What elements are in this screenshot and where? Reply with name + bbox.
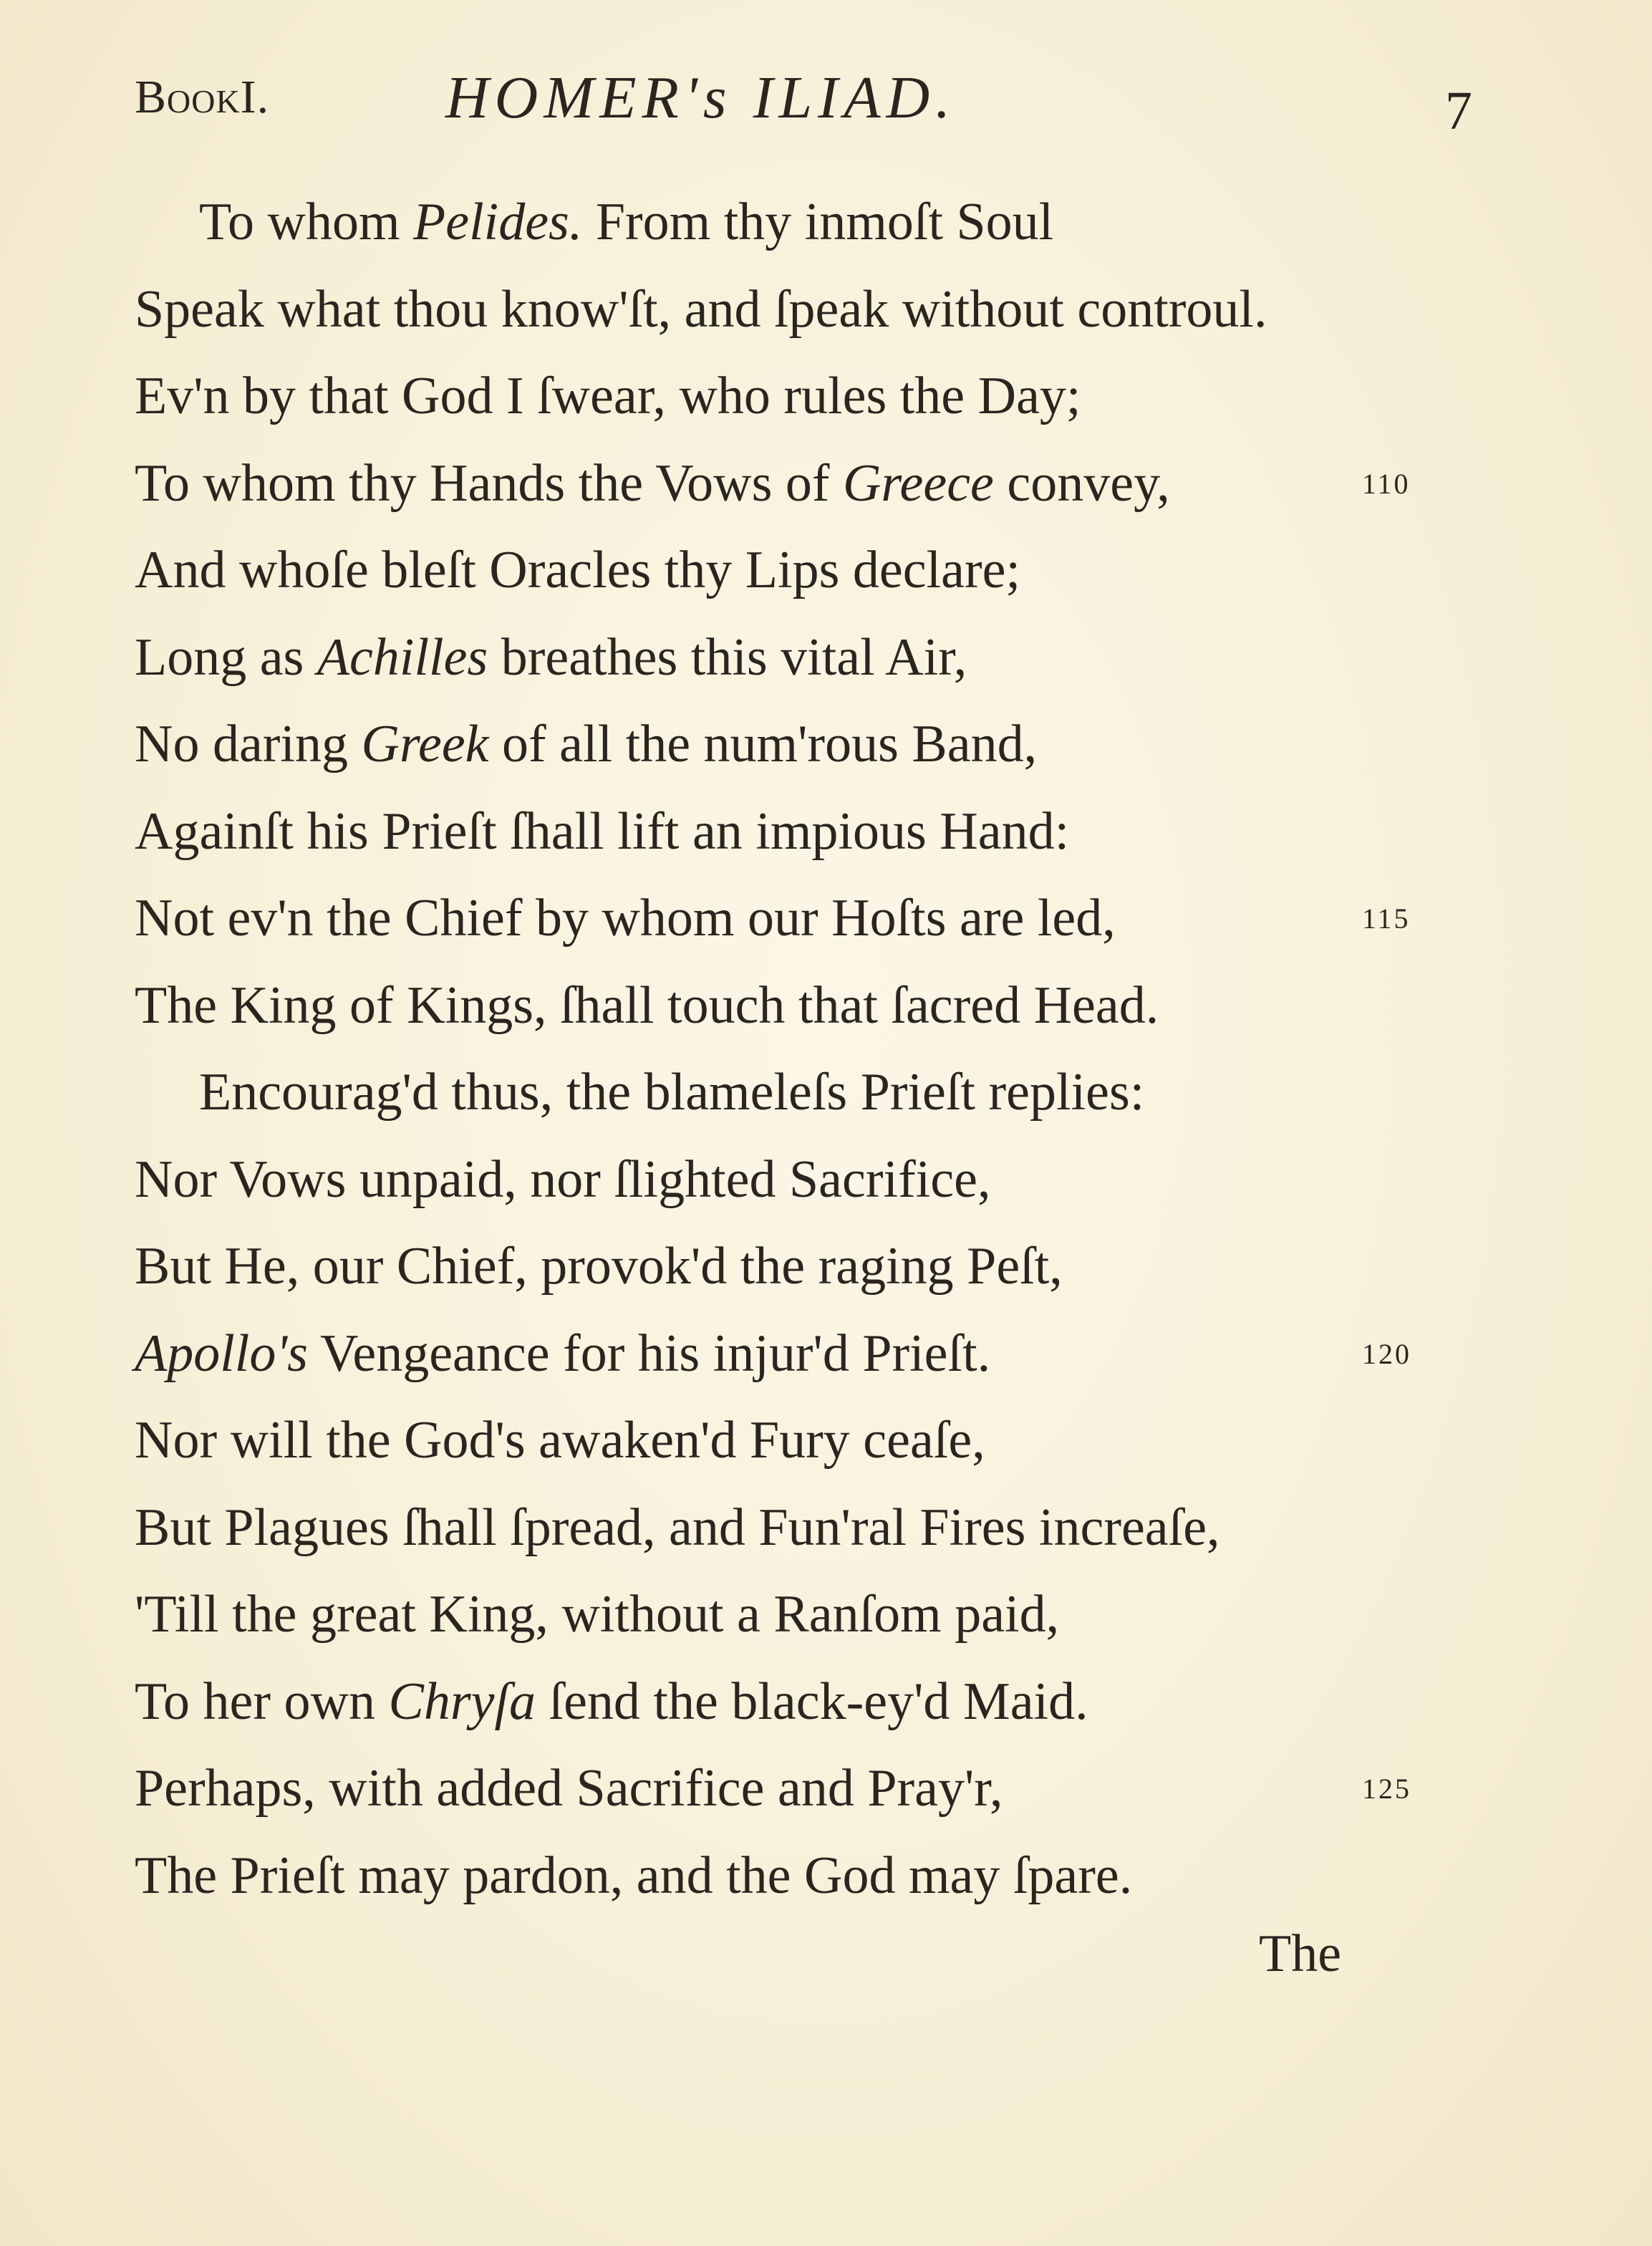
- running-title: HOMER's ILIAD.: [445, 64, 957, 131]
- verse-line: [0, 353, 1652, 440]
- verse-block: [0, 179, 1652, 1919]
- verse-line: [0, 1485, 1652, 1572]
- verse-text: But He, our Chief, provok'd the raging Peſt,: [135, 1237, 1063, 1296]
- verse-text: No daring Greek of all the num'rous Band,: [135, 715, 1038, 773]
- verse-text: To her own Chryſa ſend the black-ey'd Maid.: [135, 1672, 1088, 1731]
- catchword: The: [1259, 1924, 1342, 1983]
- verse-line: [0, 1311, 1652, 1398]
- verse-line: [0, 701, 1652, 789]
- page-number: 7: [1445, 81, 1472, 141]
- verse-text: The Prieſt may pardon, and the God may ſpare.: [135, 1846, 1133, 1905]
- verse-text: Long as Achilles breathes this vital Air,: [135, 627, 967, 687]
- verse-line: [0, 1571, 1652, 1659]
- verse-line: [0, 875, 1652, 963]
- verse-text: 'Till the great King, without a Ranſom paid,: [135, 1585, 1060, 1644]
- verse-text: To whom thy Hands the Vows of Greece convey,: [135, 453, 1170, 513]
- verse-line: [0, 1397, 1652, 1485]
- line-number: 120: [1362, 1337, 1411, 1370]
- book-label: BookI.: [135, 71, 270, 123]
- running-header: [0, 57, 1652, 143]
- verse-line: [0, 614, 1652, 702]
- verse-text: Encourag'd thus, the blameleſs Prieſt replies:: [199, 1063, 1145, 1122]
- verse-line: [0, 1659, 1652, 1746]
- verse-text: The King of Kings, ſhall touch that ſacred Head.: [135, 975, 1159, 1035]
- verse-text: Ev'n by that God I ſwear, who rules the Day;: [135, 367, 1081, 425]
- verse-text: And whoſe bleſt Oracles thy Lips declare;: [135, 541, 1021, 599]
- verse-text: Perhaps, with added Sacrifice and Pray'r,: [135, 1759, 1003, 1818]
- verse-line: [0, 1049, 1652, 1137]
- verse-line: [0, 527, 1652, 614]
- line-number: 115: [1362, 902, 1411, 935]
- verse-text: Againſt his Prieſt ſhall lift an impious Hand:: [135, 801, 1070, 861]
- verse-text: Nor will the God's awaken'd Fury ceaſe,: [135, 1411, 985, 1470]
- verse-line: [0, 1833, 1652, 1920]
- verse-line: [0, 1223, 1652, 1311]
- verse-text: Speak what thou know'ſt, and ſpeak without controul.: [135, 279, 1267, 339]
- verse-line: [0, 789, 1652, 876]
- verse-line: [0, 179, 1652, 266]
- verse-line: [0, 440, 1652, 528]
- line-number: 110: [1362, 467, 1411, 500]
- verse-text: Nor Vows unpaid, nor ſlighted Sacrifice,: [135, 1149, 991, 1209]
- verse-line: [0, 266, 1652, 354]
- verse-line: [0, 1137, 1652, 1224]
- line-number: 125: [1362, 1773, 1411, 1805]
- verse-text: Not ev'n the Chief by whom our Hoſts are led,: [135, 889, 1116, 948]
- verse-line: [0, 1745, 1652, 1833]
- verse-text: To whom Pelides. From thy inmoſt Soul: [199, 193, 1054, 251]
- verse-text: Apollo's Vengeance for his injur'd Prieſt.: [135, 1324, 991, 1383]
- verse-text: But Plagues ſhall ſpread, and Fun'ral Fires increaſe,: [135, 1498, 1220, 1557]
- verse-line: [0, 963, 1652, 1050]
